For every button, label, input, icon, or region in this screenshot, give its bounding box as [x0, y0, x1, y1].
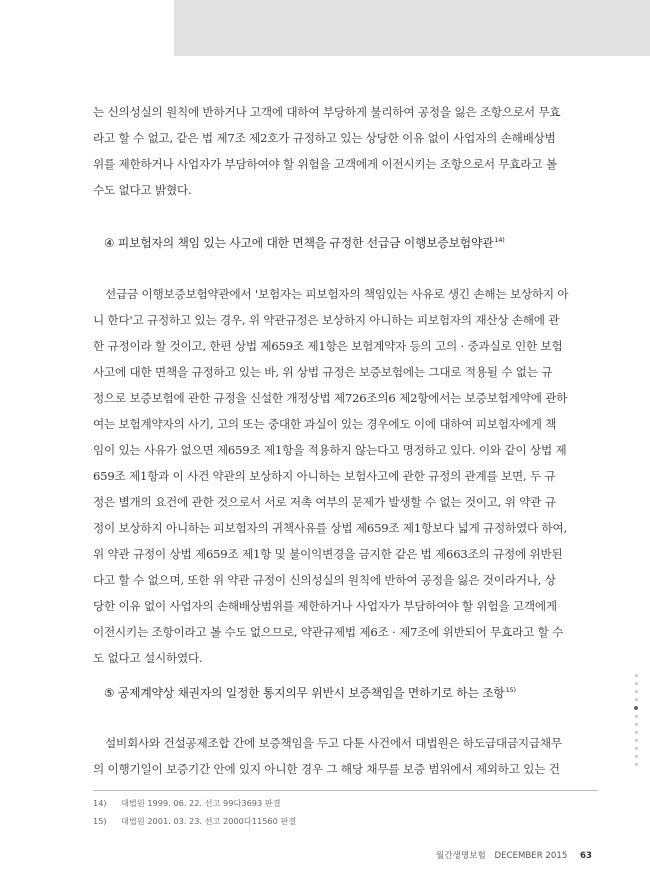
publication-name: 월간생명보험 — [435, 851, 486, 861]
paragraph-3 — [93, 730, 598, 782]
footnote-14 — [93, 798, 281, 809]
text-line: 임이 있는 사유가 없으면 제659조 제1항을 적용하지 않는다고 명정하고 있다. 이와 같이 상법 제 — [93, 443, 567, 457]
header-band — [174, 0, 650, 56]
footnote-15 — [93, 816, 296, 827]
footnote-ref-14[interactable]: 14) — [494, 236, 505, 245]
heading-4-text: ④ 피보험자의 책임 있는 사고에 대한 면책을 규정한 선급금 이행보증보험약관 — [104, 236, 494, 250]
indicator-dot — [635, 723, 638, 726]
text-line: 다고 할 수 없으며, 또한 위 약관 규정이 신의성실의 원칙에 반하여 공정을 잃은 것이라거나, 상 — [93, 573, 556, 587]
indicator-dot — [635, 682, 638, 685]
paragraph-1 — [93, 99, 598, 203]
indicator-dot — [635, 739, 638, 742]
indicator-dot — [635, 715, 638, 718]
footnote-divider — [93, 790, 598, 791]
text-line: 이전시키는 조항이라고 볼 수도 없으므로, 약관규제법 제6조 · 제7조에 위반되어 무효라고 할 수 — [93, 625, 564, 639]
footnote-text: 대법원 2001. 03. 23. 선고 2000다11560 판결 — [121, 816, 297, 826]
text-line: 한 규정이라 할 것이고, 한편 상법 제659조 제1항은 보험계약자 등의 고의 · 중과실로 인한 보험 — [93, 339, 563, 353]
section-heading-4 — [104, 234, 505, 251]
text-line: 여는 보험계약자의 사기, 고의 또는 중대한 과실이 있는 경우에도 이에 대하여 피보험자에게 책 — [93, 417, 557, 431]
text-line: 선급금 이행보증보험약관에서 '보험자는 피보험자의 책임있는 사유로 생긴 손해는 보상하지 아 — [105, 287, 569, 301]
text-line: 는 신의성실의 원칙에 반하거나 고객에 대하여 부당하게 불리하여 공정을 잃은 조항으로서 무효 — [93, 105, 561, 119]
text-line: 사고에 대한 면책을 규정하고 있는 바, 위 상법 규정은 보증보험에는 그대로 적용될 수 없는 규 — [93, 365, 553, 379]
indicator-dot — [635, 674, 638, 677]
text-line: 도 없다고 설시하였다. — [93, 651, 203, 665]
indicator-dot — [635, 763, 638, 766]
text-line: 니 한다'고 규정하고 있는 경우, 위 약관규정은 보상하지 아니하는 피보험자의 재산상 손해에 관 — [93, 313, 560, 327]
footnote-text: 대법원 1999. 06. 22. 선고 99다3693 판결 — [121, 798, 281, 808]
page-number: 63 — [580, 851, 592, 861]
text-line: 659조 제1항과 이 사건 약관의 보상하지 아니하는 보험사고에 관한 규정의 관계를 보면, 두 규 — [93, 469, 556, 483]
section-indicator-dots — [633, 674, 639, 771]
indicator-dot — [635, 731, 638, 734]
footnote-number: 14) — [93, 798, 107, 808]
text-line: 위 약관 규정이 상법 제659조 제1항 및 불이익변경을 금지한 같은 법 제663조의 규정에 위반된 — [93, 547, 563, 561]
indicator-dot — [635, 755, 638, 758]
text-line: 정으로 보증보험에 관한 규정을 신설한 개정상법 제726조의6 제2항에서는 보증보험계약에 관하 — [93, 391, 568, 405]
issue-date: DECEMBER 2015 — [494, 851, 568, 861]
text-line: 설비회사와 건설공제조합 간에 보증책임을 두고 다툰 사건에서 대법원은 하도급대금지급채무 — [105, 736, 562, 750]
section-heading-5 — [104, 684, 516, 701]
text-line: 정은 별개의 요건에 관한 것으로서 서로 저촉 여부의 문제가 발생할 수 없는 것이고, 위 약관 규 — [93, 495, 556, 509]
text-line: 라고 할 수 없고, 같은 법 제7조 제2호가 규정하고 있는 상당한 이유 없이 사업자의 손해배상범 — [93, 131, 556, 145]
page-footer — [436, 849, 592, 861]
paragraph-2 — [93, 281, 598, 671]
text-line: 정이 보상하지 아니하는 피보험자의 귀책사유를 상법 제659조 제1항보다 넓게 규정하였다 하여, — [93, 521, 568, 535]
footnote-number: 15) — [93, 816, 107, 826]
text-line: 위를 제한하거나 사업자가 부담하여야 할 위험을 고객에게 이전시키는 조항으로서 무효라고 볼 — [93, 157, 557, 171]
indicator-dot — [635, 747, 638, 750]
text-line: 당한 이유 없이 사업자의 손해배상범위를 제한하거나 사업자가 부담하여야 할 위험을 고객에게 — [93, 599, 557, 613]
indicator-dot-active — [634, 706, 638, 710]
indicator-dot — [635, 698, 638, 701]
indicator-dot — [635, 690, 638, 693]
text-line: 수도 없다고 밝혔다. — [93, 183, 192, 197]
text-line: 의 이행기일이 보증기간 안에 있지 아니한 경우 그 해당 채무를 보증 범위에서 제외하고 있는 건 — [93, 762, 560, 776]
heading-5-text: ⑤ 공제계약상 채권자의 일정한 통지의무 위반시 보증책임을 면하기로 하는 조항 — [104, 686, 505, 700]
footnote-ref-15[interactable]: 15) — [505, 686, 516, 695]
